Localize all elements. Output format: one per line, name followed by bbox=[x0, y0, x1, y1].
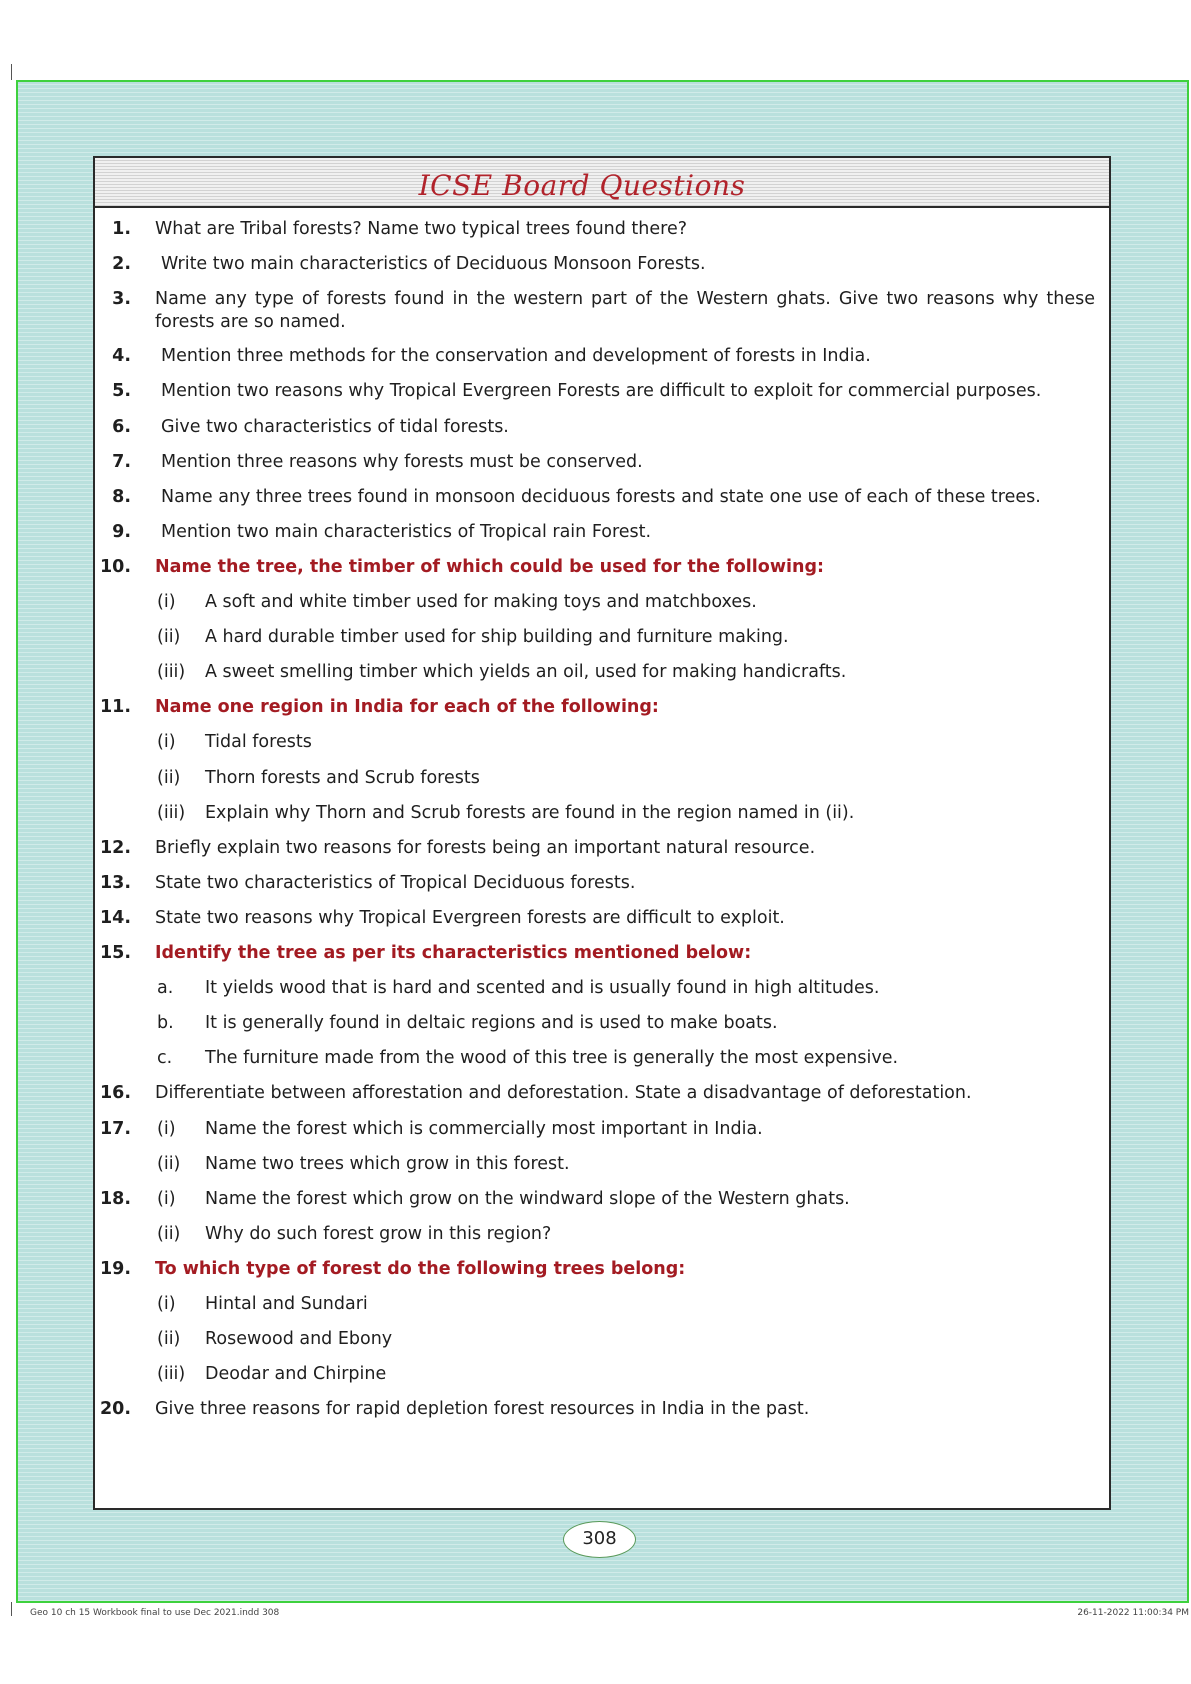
question-text: Mention two main characteristics of Tropical rain Forest. bbox=[161, 521, 652, 542]
sub-question-label: (ii) bbox=[157, 1329, 181, 1350]
sub-question-text: Name the forest which is commercially most important in India. bbox=[205, 1118, 763, 1139]
question-text: Name the tree, the timber of which could be used for the following: bbox=[155, 556, 824, 577]
question-text: To which type of forest do the following trees belong: bbox=[155, 1258, 686, 1279]
print-slug-right: 26-11-2022 11:00:34 PM bbox=[1077, 1608, 1189, 1617]
question-number: 8. bbox=[112, 486, 131, 507]
question-text: Mention two reasons why Tropical Evergreen Forests are difficult to exploit for commercial purposes. bbox=[161, 381, 1042, 402]
sub-question-label: (iii) bbox=[157, 1364, 186, 1385]
sub-question-label: (i) bbox=[157, 1118, 176, 1139]
question-text: Mention three reasons why forests must be conserved. bbox=[161, 451, 643, 472]
question-number: 2. bbox=[112, 254, 131, 275]
question-text: Identify the tree as per its characteristics mentioned below: bbox=[155, 943, 752, 963]
sub-question-label: (iii) bbox=[157, 662, 186, 683]
sub-question-text: Why do such forest grow in this region? bbox=[205, 1223, 552, 1244]
sub-question-text: Rosewood and Ebony bbox=[205, 1329, 393, 1350]
page-title: ICSE Board Questions bbox=[418, 168, 746, 202]
sub-question-label: (i) bbox=[157, 592, 176, 612]
question-number: 16. bbox=[99, 1083, 131, 1104]
question-number: 5. bbox=[112, 381, 131, 402]
sub-question-label: b. bbox=[157, 1013, 174, 1034]
question-number: 7. bbox=[112, 451, 131, 472]
sub-question-text: Name the forest which grow on the windward slope of the Western ghats. bbox=[205, 1188, 850, 1209]
question-number: 18. bbox=[99, 1188, 131, 1209]
question-number: 14. bbox=[99, 907, 131, 928]
question-text: Give two characteristics of tidal forests. bbox=[161, 416, 509, 437]
sub-question-label: a. bbox=[157, 978, 174, 999]
question-number: 3. bbox=[112, 289, 131, 310]
sub-question-label: (ii) bbox=[157, 1223, 181, 1244]
sub-question-label: (ii) bbox=[157, 627, 181, 648]
question-text: What are Tribal forests? Name two typical trees found there? bbox=[155, 219, 688, 239]
question-text: Name one region in India for each of the following: bbox=[155, 697, 659, 718]
question-text: Write two main characteristics of Deciduous Monsoon Forests. bbox=[161, 254, 706, 275]
sub-question-text: Explain why Thorn and Scrub forests are found in the region named in (ii). bbox=[205, 802, 855, 823]
question-text: Differentiate between afforestation and deforestation. State a disadvantage of deforestation. bbox=[155, 1083, 972, 1104]
question-number: 19. bbox=[99, 1258, 131, 1279]
question-number: 11. bbox=[99, 697, 131, 718]
question-number: 6. bbox=[112, 416, 131, 437]
sub-question-text: A soft and white timber used for making toys and matchboxes. bbox=[205, 592, 757, 612]
question-number: 9. bbox=[112, 521, 131, 542]
question-number: 20. bbox=[99, 1399, 131, 1420]
sub-question-text: A hard durable timber used for ship building and furniture making. bbox=[205, 627, 789, 648]
crop-mark bbox=[11, 1602, 12, 1616]
question-text: Name any three trees found in monsoon deciduous forests and state one use of each of these trees. bbox=[161, 486, 1041, 507]
sub-question-text: Name two trees which grow in this forest. bbox=[205, 1153, 570, 1174]
question-text: State two reasons why Tropical Evergreen forests are difficult to exploit. bbox=[155, 907, 785, 928]
questions-box bbox=[93, 156, 1111, 1510]
sub-question-text: The furniture made from the wood of this tree is generally the most expensive. bbox=[205, 1048, 899, 1069]
sub-question-text: It yields wood that is hard and scented and is usually found in high altitudes. bbox=[205, 978, 880, 999]
sub-question-text: Hintal and Sundari bbox=[205, 1294, 368, 1314]
sub-question-label: (ii) bbox=[157, 1153, 181, 1174]
question-number: 12. bbox=[99, 837, 131, 858]
question-number: 10. bbox=[99, 556, 131, 577]
question-text: Mention three methods for the conservation and development of forests in India. bbox=[161, 346, 871, 367]
question-number: 17. bbox=[99, 1118, 131, 1139]
sub-question-text: Deodar and Chirpine bbox=[205, 1364, 387, 1385]
sub-question-label: (ii) bbox=[157, 767, 181, 788]
question-text: Give three reasons for rapid depletion forest resources in India in the past. bbox=[155, 1399, 810, 1420]
question-number: 15. bbox=[99, 943, 131, 963]
question-number: 1. bbox=[112, 219, 131, 239]
page-number: 308 bbox=[563, 1521, 636, 1558]
sub-question-text: It is generally found in deltaic regions and is used to make boats. bbox=[205, 1013, 778, 1034]
question-number: 13. bbox=[99, 872, 131, 893]
question-text: Name any type of forests found in the western part of the Western ghats. Give two reasons why these forests are so named. bbox=[155, 289, 1095, 333]
sub-question-label: (i) bbox=[157, 732, 176, 753]
crop-mark bbox=[11, 64, 12, 80]
sub-question-label: c. bbox=[157, 1048, 173, 1069]
sub-question-text: Thorn forests and Scrub forests bbox=[205, 767, 480, 788]
sub-question-label: (i) bbox=[157, 1294, 176, 1314]
question-number: 4. bbox=[112, 346, 131, 367]
question-text: State two characteristics of Tropical Deciduous forests. bbox=[155, 872, 636, 893]
box-header bbox=[95, 158, 1109, 208]
sub-question-label: (iii) bbox=[157, 802, 186, 823]
question-text: Briefly explain two reasons for forests being an important natural resource. bbox=[155, 837, 816, 858]
sub-question-label: (i) bbox=[157, 1188, 176, 1209]
sub-question-text: Tidal forests bbox=[205, 732, 312, 753]
sub-question-text: A sweet smelling timber which yields an oil, used for making handicrafts. bbox=[205, 662, 847, 683]
print-slug-left: Geo 10 ch 15 Workbook final to use Dec 2021.indd 308 bbox=[30, 1608, 280, 1617]
